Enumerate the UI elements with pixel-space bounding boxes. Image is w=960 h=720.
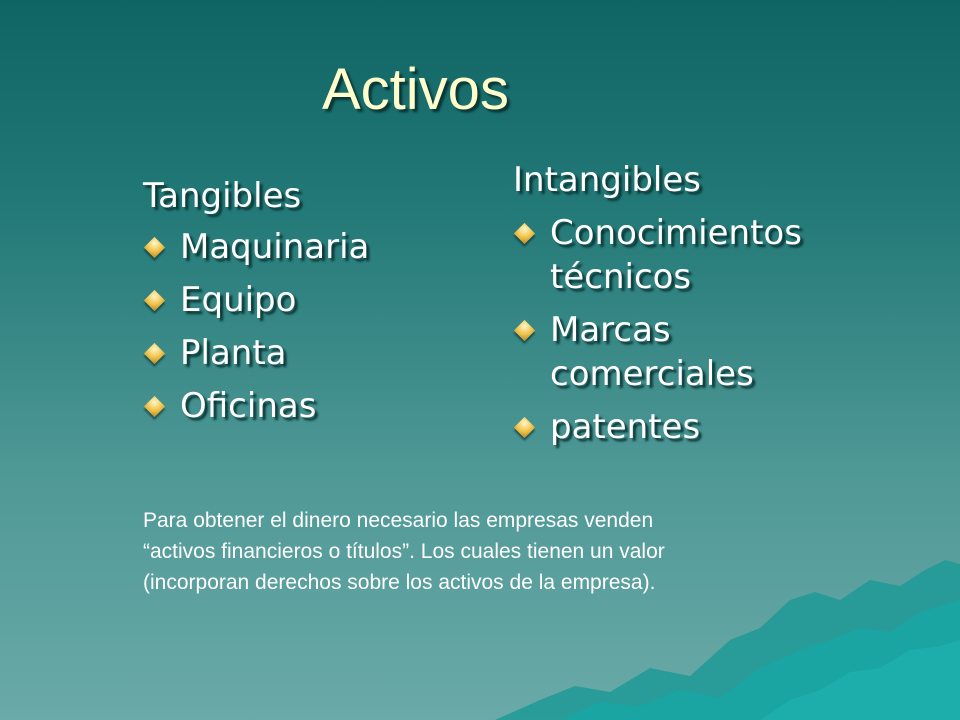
diamond-bullet-icon: [514, 417, 535, 438]
list-item: Maquinaria: [143, 225, 463, 269]
list-item: patentes: [513, 405, 853, 449]
diamond-bullet-icon: [144, 343, 165, 364]
diamond-bullet-icon: [514, 320, 535, 341]
intangibles-column: [513, 160, 853, 458]
intangibles-heading: Intangibles: [513, 160, 701, 200]
list-item: Planta: [143, 331, 463, 375]
paragraph-line: Para obtener el dinero necesario las empresas venden: [143, 509, 654, 532]
tangibles-column: [143, 176, 463, 437]
diamond-bullet-icon: [144, 290, 165, 311]
diamond-bullet-icon: [514, 223, 535, 244]
explanation-paragraph: [143, 505, 833, 598]
slide-title: Activos: [322, 57, 509, 122]
list-item: Equipo: [143, 278, 463, 322]
paragraph-line: (incorporan derechos sobre los activos de la empresa).: [143, 571, 656, 594]
list-item: Oficinas: [143, 384, 463, 428]
list-item: Marcas comerciales: [513, 308, 853, 396]
intangibles-list: [513, 211, 853, 449]
diamond-bullet-icon: [144, 396, 165, 417]
paragraph-line: “activos financieros o títulos”. Los cuales tienen un valor: [143, 540, 665, 563]
list-item: Conocimientos técnicos: [513, 211, 853, 299]
diamond-bullet-icon: [144, 237, 165, 258]
tangibles-heading: Tangibles: [143, 176, 302, 216]
tangibles-list: [143, 225, 463, 428]
